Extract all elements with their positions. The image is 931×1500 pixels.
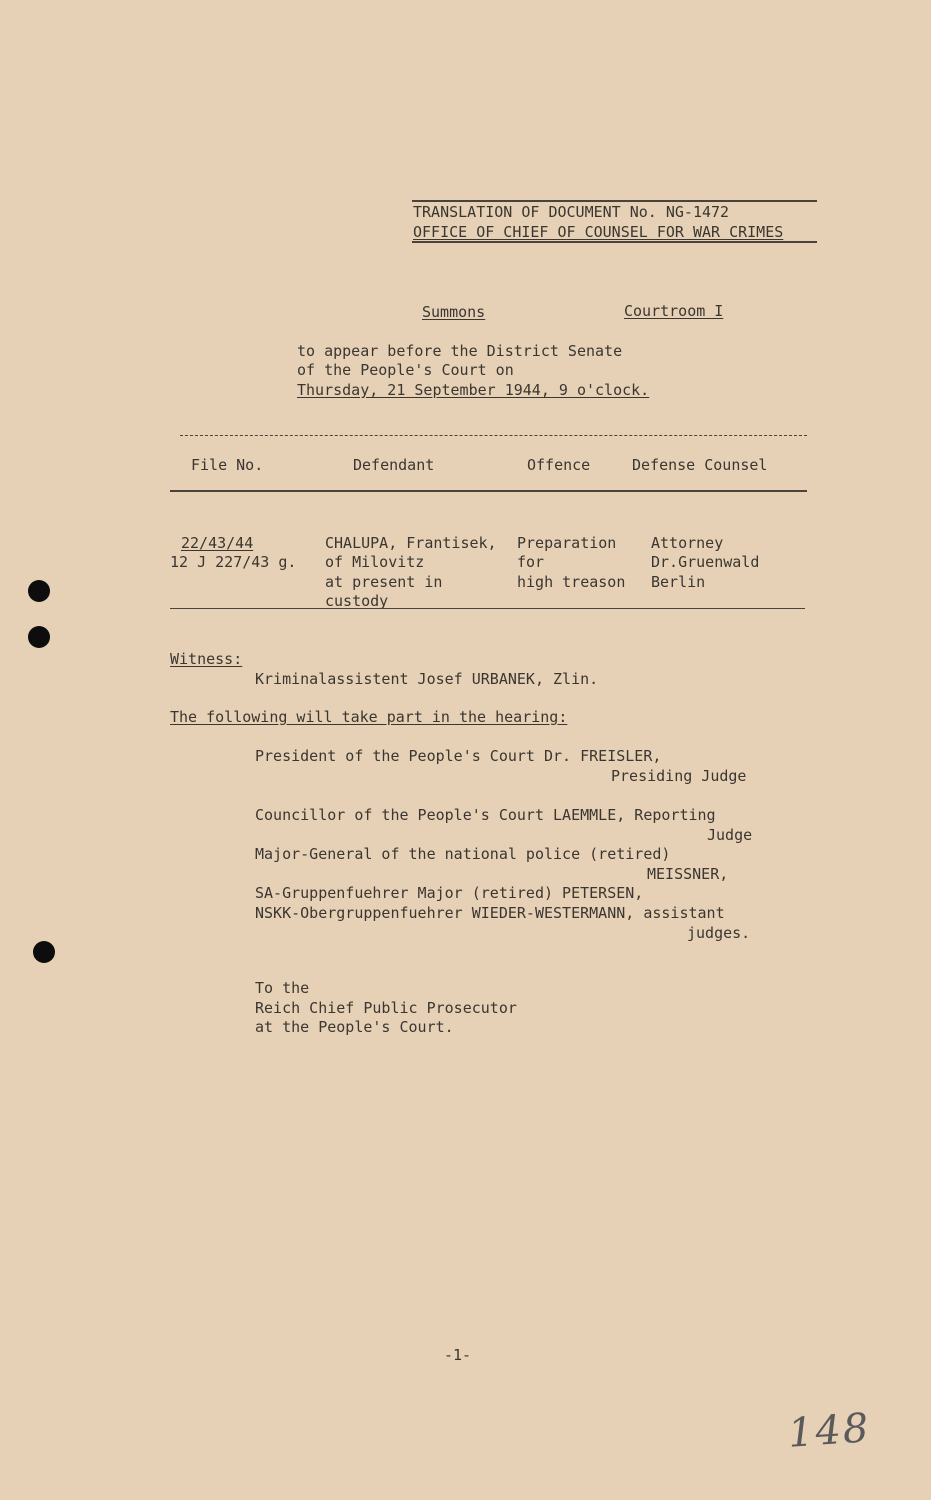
address-line-1: To the	[255, 979, 310, 997]
major-general-line-2: MEISSNER,	[647, 865, 729, 883]
handwritten-page-number: 148	[786, 1405, 872, 1457]
defendant-line-1: CHALUPA, Frantisek,	[325, 534, 497, 552]
offence-line-3: high treason	[517, 573, 626, 591]
header-top-rule	[412, 200, 817, 202]
defendant-line-2: of Milovitz	[325, 553, 425, 571]
major-general-line-1: Major-General of the national police (retired)	[255, 845, 671, 863]
table-bottom-rule	[170, 608, 805, 609]
header-bottom-rule	[412, 241, 817, 243]
file-number-2: 12 J 227/43 g.	[170, 553, 297, 571]
counsel-line-3: Berlin	[651, 573, 706, 591]
file-number-1: 22/43/44	[181, 534, 254, 552]
nskk-line-2: judges.	[687, 924, 751, 942]
defendant-line-3: at present in	[325, 573, 443, 591]
president-line-1: President of the People's Court Dr. FREISLER,	[255, 747, 662, 765]
punch-hole-bottom	[33, 941, 55, 963]
address-line-2: Reich Chief Public Prosecutor	[255, 999, 517, 1017]
punch-hole-middle	[28, 626, 50, 648]
counsel-line-2: Dr.Gruenwald	[651, 553, 760, 571]
nskk-line-1: NSKK-Obergruppenfuehrer WIEDER-WESTERMANN, assistant	[255, 904, 725, 922]
courtroom-label: Courtroom I	[624, 302, 724, 320]
header-line-2: OFFICE OF CHIEF OF COUNSEL FOR WAR CRIMES	[413, 223, 784, 241]
councillor-line-2: Judge	[707, 826, 753, 844]
president-line-2: Presiding Judge	[611, 767, 747, 785]
offence-line-1: Preparation	[517, 534, 617, 552]
defendant-line-4: custody	[325, 592, 389, 610]
table-top-rule	[180, 435, 807, 436]
witness-label: Witness:	[170, 650, 243, 668]
header-line-1: TRANSLATION OF DOCUMENT No. NG-1472	[413, 203, 730, 221]
offence-line-2: for	[517, 553, 545, 571]
punch-hole-top	[28, 580, 50, 602]
summons-line-1: to appear before the District Senate	[297, 342, 623, 360]
summons-date: Thursday, 21 September 1944, 9 o'clock.	[297, 381, 650, 399]
hearing-intro: The following will take part in the hearing:	[170, 708, 568, 726]
witness-name: Kriminalassistent Josef URBANEK, Zlin.	[255, 670, 599, 688]
header-offence: Offence	[527, 456, 591, 474]
sa-gruppenfuehrer-line: SA-Gruppenfuehrer Major (retired) PETERSEN,	[255, 884, 644, 902]
summons-title: Summons	[422, 303, 486, 321]
address-line-3: at the People's Court.	[255, 1018, 454, 1036]
summons-line-2: of the People's Court on	[297, 361, 514, 379]
counsel-line-1: Attorney	[651, 534, 724, 552]
page-number: -1-	[444, 1346, 472, 1364]
councillor-line-1: Councillor of the People's Court LAEMMLE, Reporting	[255, 806, 716, 824]
table-header-rule	[170, 490, 807, 492]
header-defendant: Defendant	[353, 456, 435, 474]
header-defense-counsel: Defense Counsel	[632, 456, 768, 474]
header-file-no: File No.	[191, 456, 264, 474]
